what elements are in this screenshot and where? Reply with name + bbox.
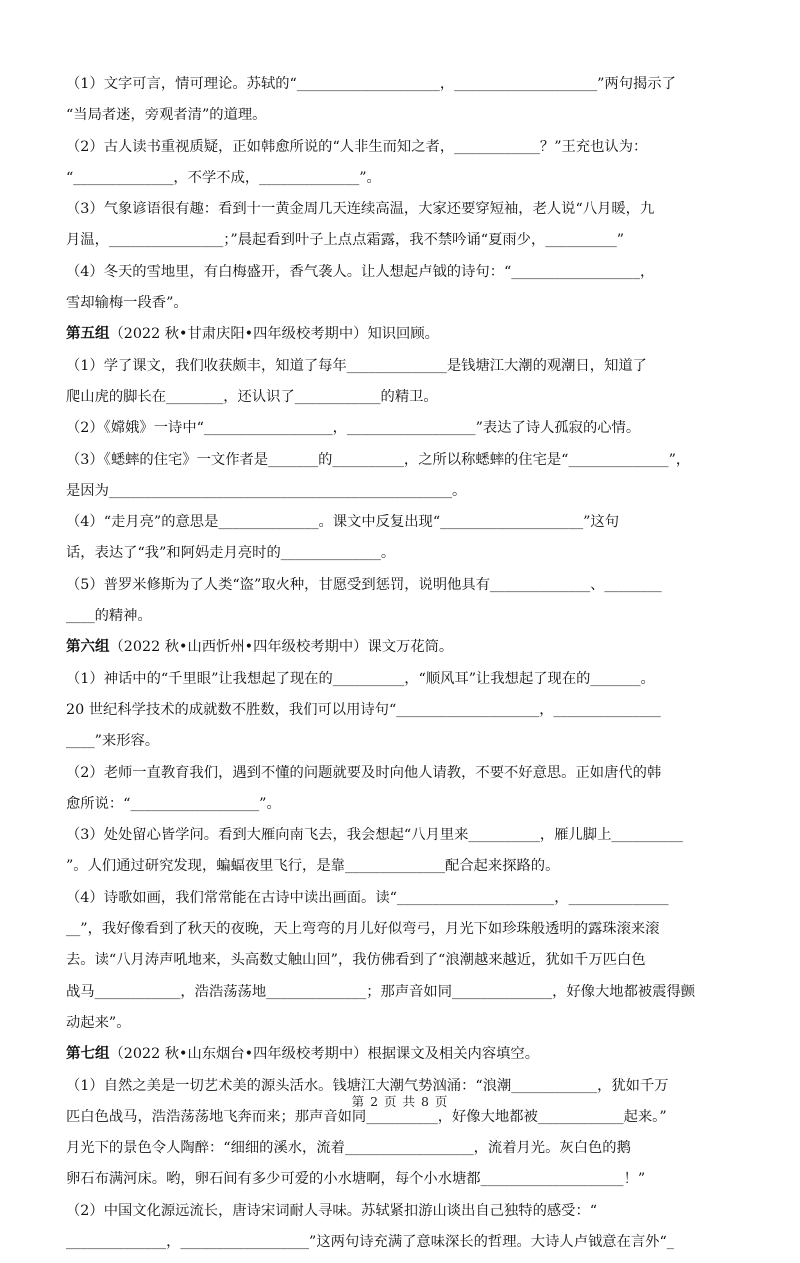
text-line: ____”来形容。 [66,733,160,750]
text-line: （1）自然之美是一切艺术美的源头活水。钱塘江大潮气势汹涌：“浪潮____________，犹如千万 [66,1077,669,1094]
text-line: 是因为________________________________________________。 [66,482,467,499]
text-line: 雪却输梅一段香”。 [66,295,188,312]
group-heading-label: 第五组 [66,326,110,343]
group-heading-label: 第六组 [66,639,110,656]
group-heading-rest: （2022 秋•山西忻州•四年级校考期中）课文万花筒。 [109,639,454,656]
text-line: （4）诗歌如画，我们常常能在古诗中读出画面。读“______________________，______________ [66,889,669,906]
text-line: ____的精神。 [66,608,152,625]
text-line: （3）气象谚语很有趣：看到十一黄金周几天连续高温，大家还要穿短袖，老人说“八月暖，九 [66,201,655,218]
text-line: 月温，________________；”晨起看到叶子上点点霜露，我不禁吟诵“夏雨少，__________” [66,232,625,249]
text-line: 去。读“八月涛声吼地来，头高数丈触山回”，我仿佛看到了“浪潮越来越近，犹如千万匹白色 [66,952,646,969]
text-line: （1）学了课文，我们收获颇丰，知道了每年______________是钱塘江大潮的观潮日，知道了 [66,357,647,374]
text-line: 卵石布满河床。哟，卵石间有多少可爱的小水塘啊，每个小水塘都____________________！” [66,1171,646,1188]
text-line: （3）《蟋蟀的住宅》一文作者是_______的__________，之所以称蟋蟀的住宅是“______________”， [66,451,691,468]
text-line: ______________，__________________”这两句诗充满了意味深长的哲理。大诗人卢钺意在言外“_ [66,1233,674,1250]
text-line: （2）老师一直教育我们，遇到不懂的问题就要及时向他人请教，不要不好意思。正如唐代的韩 [66,764,662,781]
document-page [66,74,742,1263]
group-heading [66,637,742,657]
text-line: （2）中国文化源远流长，唐诗宋词耐人寻味。苏轼紧扣游山谈出自己独特的感受：“ [66,1202,598,1219]
text-line: （5）普罗米修斯为了人类“盗”取火种，甘愿受到惩罚，说明他具有______________、________ [66,576,662,593]
text-line: （4）“走月亮”的意思是______________。课文中反复出现“____________________”这句 [66,514,620,531]
text-line: （1）文字可言，情可理论。苏轼的“____________________，____________________”两句揭示了 [66,76,676,92]
group-heading-rest: （2022 秋•甘肃庆阳•四年级校考期中）知识回顾。 [109,326,439,343]
text-line: 话，表达了“我”和阿妈走月亮时的______________。 [66,545,396,562]
text-line: 20 世纪科学技术的成就数不胜数，我们可以用诗句“____________________，_______________ [66,701,661,718]
page-footer: 第 2 页 共 8 页 [351,1094,449,1109]
text-line: 愈所说：“__________________”。 [66,795,281,812]
text-line: （1）神话中的“千里眼”让我想起了现在的__________，“顺风耳”让我想起了现在的_______。 [66,670,655,687]
text-line: “当局者迷，旁观者清”的道理。 [66,107,267,124]
text-line: ”。人们通过研究发现，蝙蝠夜里飞行，是靠______________配合起来探路的。 [66,858,560,875]
text-line: “______________，不学不成，______________”。 [66,169,381,186]
text-line: 匹白色战马，浩浩荡荡地飞奔而来；那声音如同__________，好像大地都被____________起来。” [66,1108,667,1125]
text-line: （4）冬天的雪地里，有白梅盛开，香气袭人。让人想起卢钺的诗句：“__________________， [66,263,655,280]
text-line: 动起来”。 [66,1014,131,1031]
text-line: 爬山虎的脚长在________，还认识了____________的精卫。 [66,388,438,405]
text-line: （2）古人读书重视质疑，正如韩愈所说的“人非生而知之者，____________？”王充也认为： [66,138,648,155]
group-heading [66,324,742,344]
text-line: 战马____________，浩浩荡荡地______________；那声音如同______________，好像大地都被震得颤 [66,983,696,1000]
group-heading [66,1044,742,1064]
group-heading-rest: （2022 秋•山东烟台•四年级校考期中）根据课文及相关内容填空。 [109,1046,540,1063]
group-heading-label: 第七组 [66,1046,110,1063]
text-line: （2）《嫦娥》一诗中“__________________，__________________”表达了诗人孤寂的心情。 [66,420,641,437]
text-line: （3）处处留心皆学问。看到大雁向南飞去，我会想起“八月里来__________，雁儿脚上__________ [66,827,683,844]
text-line: 月光下的景色令人陶醉：“细细的溪水，流着__________________，流着月光。灰白色的鹅 [66,1140,631,1157]
text-line: __”，我好像看到了秋天的夜晚，天上弯弯的月儿好似弯弓，月光下如珍珠般透明的露珠滚来滚 [66,921,660,938]
